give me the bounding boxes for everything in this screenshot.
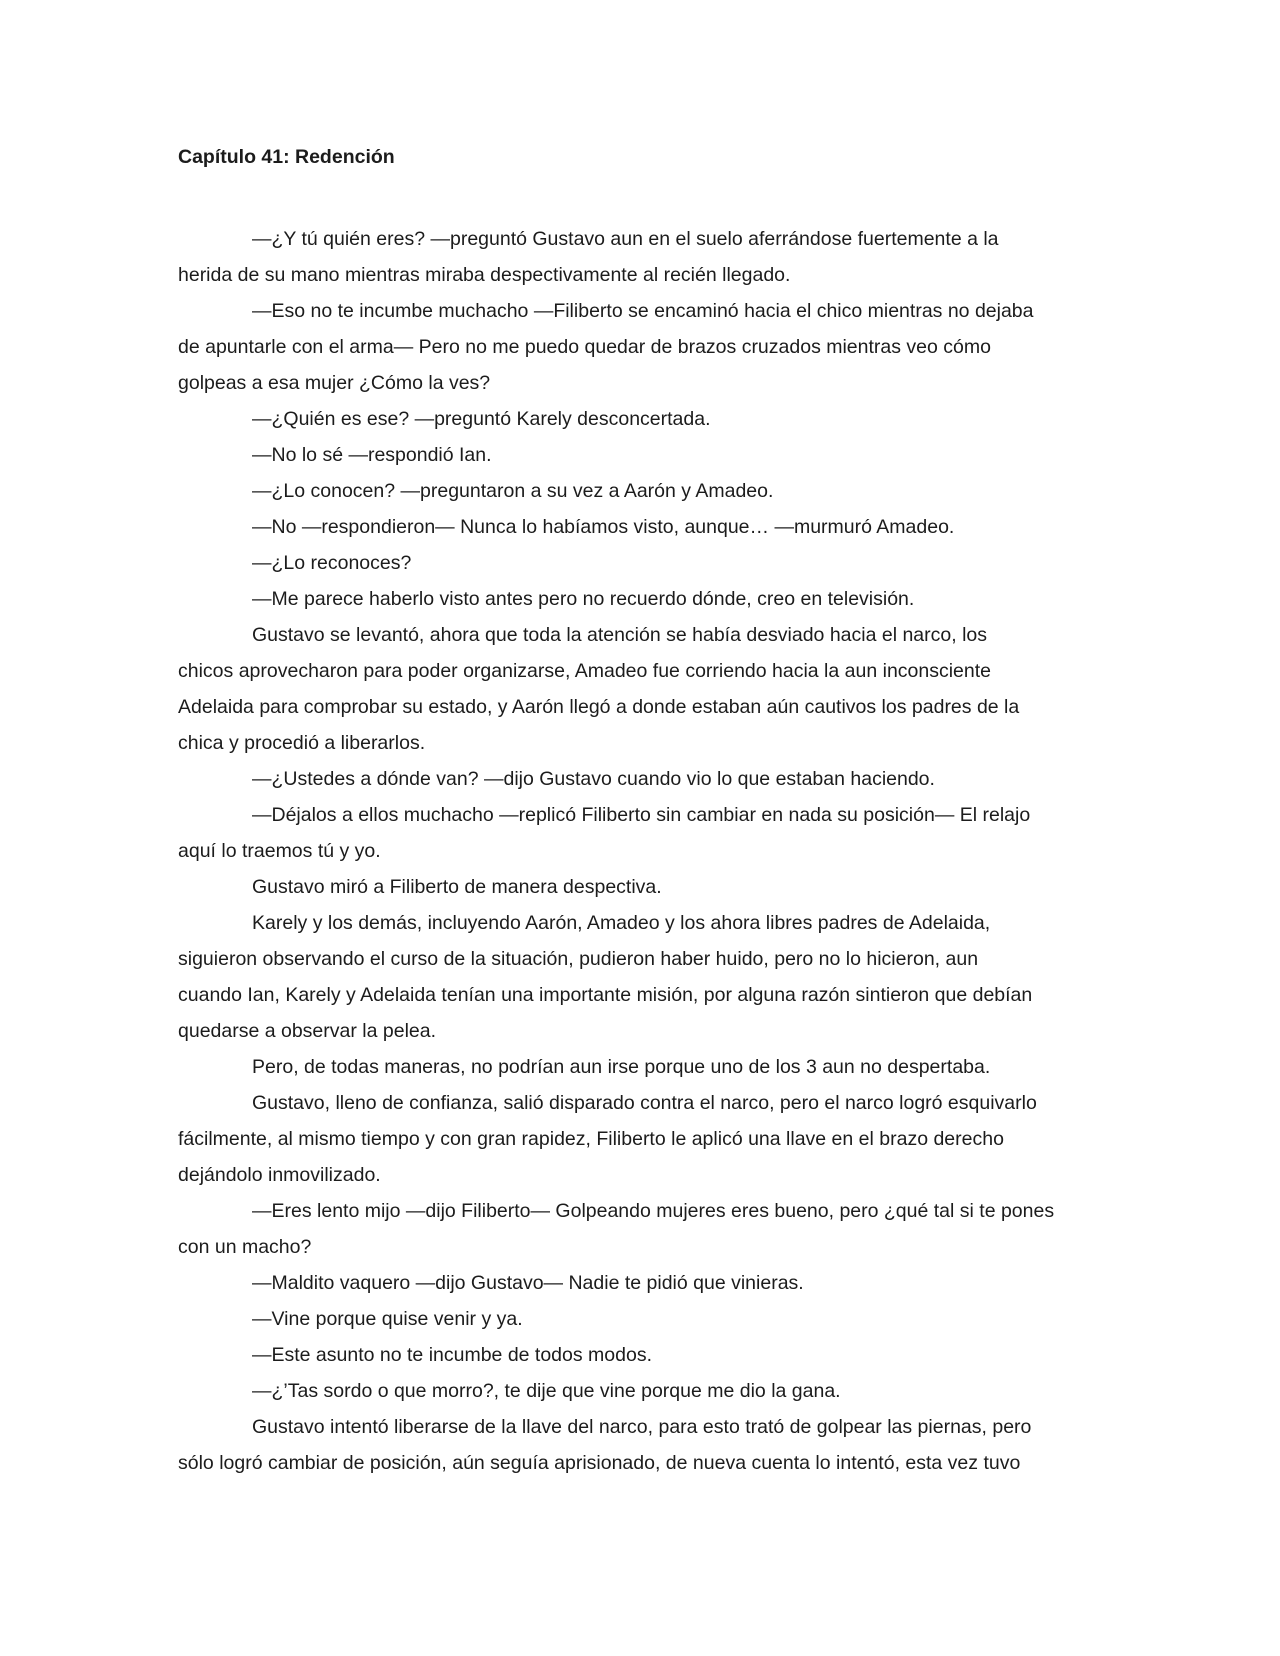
- text-line: aquí lo traemos tú y yo.: [178, 840, 381, 862]
- text-line: —Déjalos a ellos muchacho —replicó Filiberto sin cambiar en nada su posición— El relajo: [252, 804, 1031, 826]
- text-line: chicos aprovecharon para poder organizarse, Amadeo fue corriendo hacia la aun inconsciente: [178, 660, 992, 682]
- paragraph: [178, 905, 1098, 1049]
- paragraph: [178, 1301, 1098, 1337]
- text-line: —Maldito vaquero —dijo Gustavo— Nadie te pidió que vinieras.: [252, 1272, 804, 1294]
- text-line: Gustavo intentó liberarse de la llave del narco, para esto trató de golpear las piernas, pero: [252, 1416, 1032, 1438]
- text-line: cuando Ian, Karely y Adelaida tenían una importante misión, por alguna razón sintieron que debían: [178, 984, 1033, 1006]
- paragraph: [178, 437, 1098, 473]
- paragraph: [178, 1409, 1098, 1481]
- text-line: —¿Lo reconoces?: [252, 552, 412, 574]
- paragraph: [178, 1085, 1098, 1193]
- paragraph: [178, 869, 1098, 905]
- paragraph: [178, 509, 1098, 545]
- paragraph: [178, 221, 1098, 293]
- text-line: con un macho?: [178, 1236, 312, 1258]
- paragraph: [178, 473, 1098, 509]
- text-line: dejándolo inmovilizado.: [178, 1164, 381, 1186]
- paragraph: [178, 401, 1098, 437]
- text-line: de apuntarle con el arma— Pero no me puedo quedar de brazos cruzados mientras veo cómo: [178, 336, 991, 358]
- paragraph: [178, 293, 1098, 401]
- text-line: siguieron observando el curso de la situación, pudieron haber huido, pero no lo hicieron, aun: [178, 948, 979, 970]
- text-line: quedarse a observar la pelea.: [178, 1020, 437, 1042]
- text-line: Gustavo miró a Filiberto de manera despectiva.: [252, 876, 662, 898]
- text-line: fácilmente, al mismo tiempo y con gran rapidez, Filiberto le aplicó una llave en el brazo derecho: [178, 1128, 1004, 1150]
- text-line: —Vine porque quise venir y ya.: [252, 1308, 523, 1330]
- chapter-body: [178, 221, 1098, 1481]
- text-line: —Eso no te incumbe muchacho —Filiberto se encaminó hacia el chico mientras no dejaba: [252, 300, 1034, 322]
- text-line: —¿Lo conocen? —preguntaron a su vez a Aarón y Amadeo.: [252, 480, 774, 502]
- chapter-title: Capítulo 41: Redención: [178, 146, 395, 168]
- text-line: sólo logró cambiar de posición, aún seguía aprisionado, de nueva cuenta lo intentó, esta vez tuvo: [178, 1452, 1021, 1474]
- paragraph: [178, 797, 1098, 869]
- paragraph: [178, 1049, 1098, 1085]
- text-line: Gustavo se levantó, ahora que toda la atención se había desviado hacia el narco, los: [252, 624, 987, 646]
- paragraph: [178, 1265, 1098, 1301]
- paragraph: [178, 1337, 1098, 1373]
- text-line: herida de su mano mientras miraba despectivamente al recién llegado.: [178, 264, 791, 286]
- paragraph: [178, 545, 1098, 581]
- text-line: Gustavo, lleno de confianza, salió disparado contra el narco, pero el narco logró esquivarlo: [252, 1092, 1037, 1114]
- text-line: chica y procedió a liberarlos.: [178, 732, 426, 754]
- paragraph: [178, 1373, 1098, 1409]
- text-line: —¿Ustedes a dónde van? —dijo Gustavo cuando vio lo que estaban haciendo.: [252, 768, 935, 790]
- text-line: Adelaida para comprobar su estado, y Aarón llegó a donde estaban aún cautivos los padres de la: [178, 696, 1020, 718]
- paragraph: [178, 617, 1098, 761]
- text-line: —Me parece haberlo visto antes pero no recuerdo dónde, creo en televisión.: [252, 588, 915, 610]
- paragraph: [178, 1193, 1098, 1265]
- paragraph: [178, 761, 1098, 797]
- text-line: golpeas a esa mujer ¿Cómo la ves?: [178, 372, 491, 394]
- text-line: —No lo sé —respondió Ian.: [252, 444, 492, 466]
- text-line: —¿Quién es ese? —preguntó Karely desconcertada.: [252, 408, 711, 430]
- text-line: —¿’Tas sordo o que morro?, te dije que vine porque me dio la gana.: [252, 1380, 841, 1402]
- text-line: —Este asunto no te incumbe de todos modos.: [252, 1344, 652, 1366]
- text-line: Karely y los demás, incluyendo Aarón, Amadeo y los ahora libres padres de Adelaida,: [252, 912, 991, 934]
- text-line: —No —respondieron— Nunca lo habíamos visto, aunque… —murmuró Amadeo.: [252, 516, 955, 538]
- text-line: Pero, de todas maneras, no podrían aun irse porque uno de los 3 aun no despertaba.: [252, 1056, 991, 1078]
- text-line: —¿Y tú quién eres? —preguntó Gustavo aun en el suelo aferrándose fuertemente a la: [252, 228, 999, 250]
- paragraph: [178, 581, 1098, 617]
- text-line: —Eres lento mijo —dijo Filiberto— Golpeando mujeres eres bueno, pero ¿qué tal si te pones: [252, 1200, 1055, 1222]
